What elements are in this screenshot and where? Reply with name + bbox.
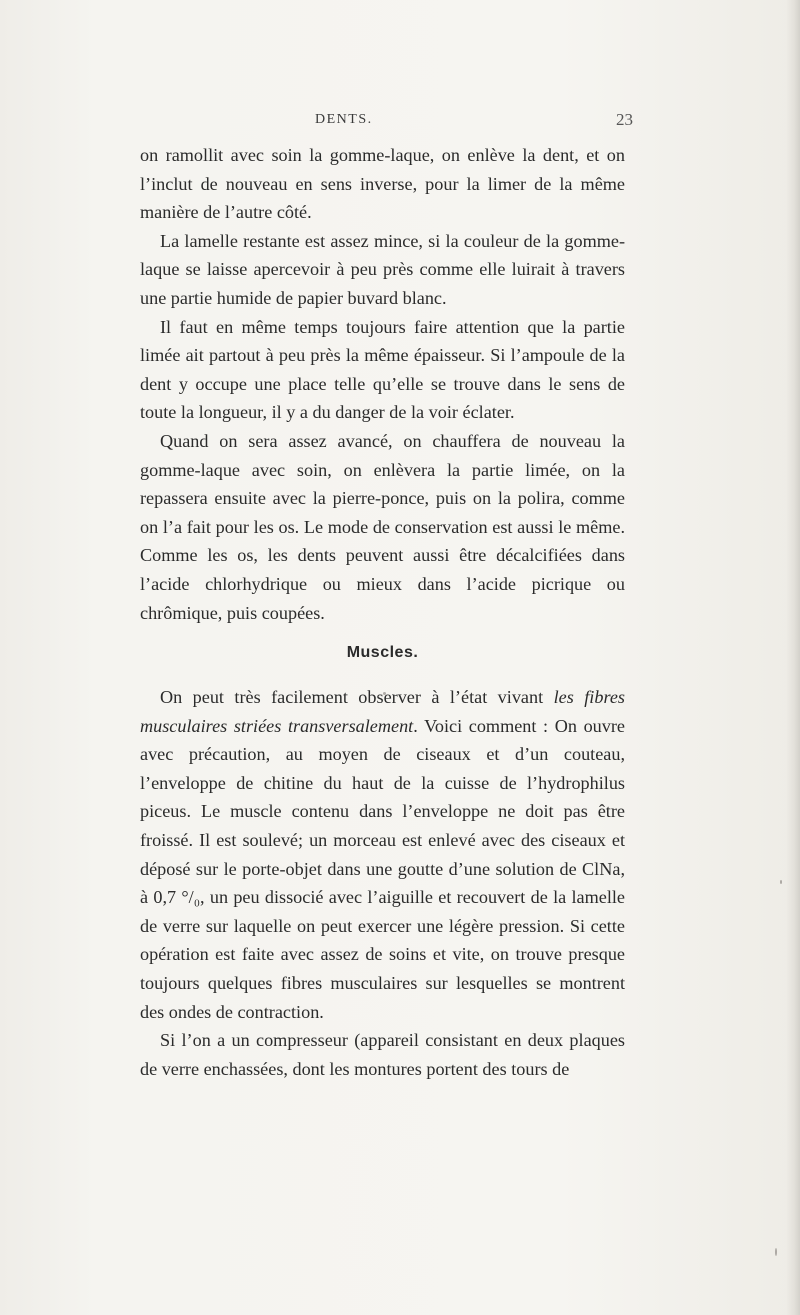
paper-speck	[383, 692, 386, 695]
paragraph-lamelle: La lamelle restante est assez mince, si la couleur de la gomme-laque se laisse apercevoir à peu près comme elle luirait à travers une partie humide de papier buvard blanc.	[140, 230, 625, 308]
paper-speck	[780, 880, 782, 884]
paragraph-conservation: Quand on sera assez avancé, on chauffera de nouveau la gomme-laque avec soin, on enlèvera la partie limée, on la repassera ensuite avec la pierre-ponce, puis on la polira, comme on l’a fait pour les os. Le mode de conservation est aussi le même. Comme les os, les dents peuvent aussi être décalcifiées dans l’acide chlorhydrique ou mieux dans l’acide picrique ou chrômique, puis coupées.	[140, 430, 625, 623]
paragraph-compresseur: Si l’on a un compresseur (appareil consistant en deux plaques de verre enchassées, dont les montures portent des tours de	[140, 1030, 625, 1079]
paragraph-continuation: on ramollit avec soin la gomme-laque, on enlève la dent, et on l’inclut de nouveau en sens inverse, pour la limer de la même manière de l’autre côté.	[140, 145, 625, 223]
fibres-text-end: . Voici comment : On ouvre avec précaution, au moyen de ciseaux et d’un couteau, l’enveloppe de chitine du haut de la cuisse de l’hydrophilus piceus. Le muscle contenu dans l’enveloppe ne doit pas être froissé. Il est soulevé; un morceau est enlevé avec des ciseaux et déposé sur le porte-objet dans une goutte d’une solution de ClNa, à 0,7 °/₀, un peu dissocié avec l’aiguille et recouvert de la lamelle de verre sur laquelle on peut exercer une légère pression. Si cette opération est faite avec assez de soins et vite, on trouve presque toujours quelques fibres musculaires sur lesquelles se montrent des ondes de contraction.	[140, 715, 625, 1022]
paper-speck	[775, 1248, 777, 1256]
paragraph-fibres	[140, 683, 625, 1026]
paper-speck	[521, 700, 523, 702]
page-number: 23	[616, 110, 633, 129]
paragraph-epaisseur: Il faut en même temps toujours faire attention que la partie limée ait partout à peu près la même épaisseur. Si l’ampoule de la dent y occupe une place telle qu’elle se trouve dans le sens de toute la longueur, il y a du danger de la voir éclater.	[140, 316, 625, 423]
running-title: DENTS.	[315, 112, 373, 127]
page-body	[140, 141, 625, 1083]
fibres-italic-term: les fibres musculaires striées transversalement	[140, 687, 625, 736]
page-edge-shadow	[786, 0, 800, 1315]
running-header	[0, 112, 800, 136]
fibres-text-start: On peut très facilement observer à l’état vivant	[160, 687, 554, 708]
section-heading-muscles: Muscles.	[346, 644, 419, 662]
